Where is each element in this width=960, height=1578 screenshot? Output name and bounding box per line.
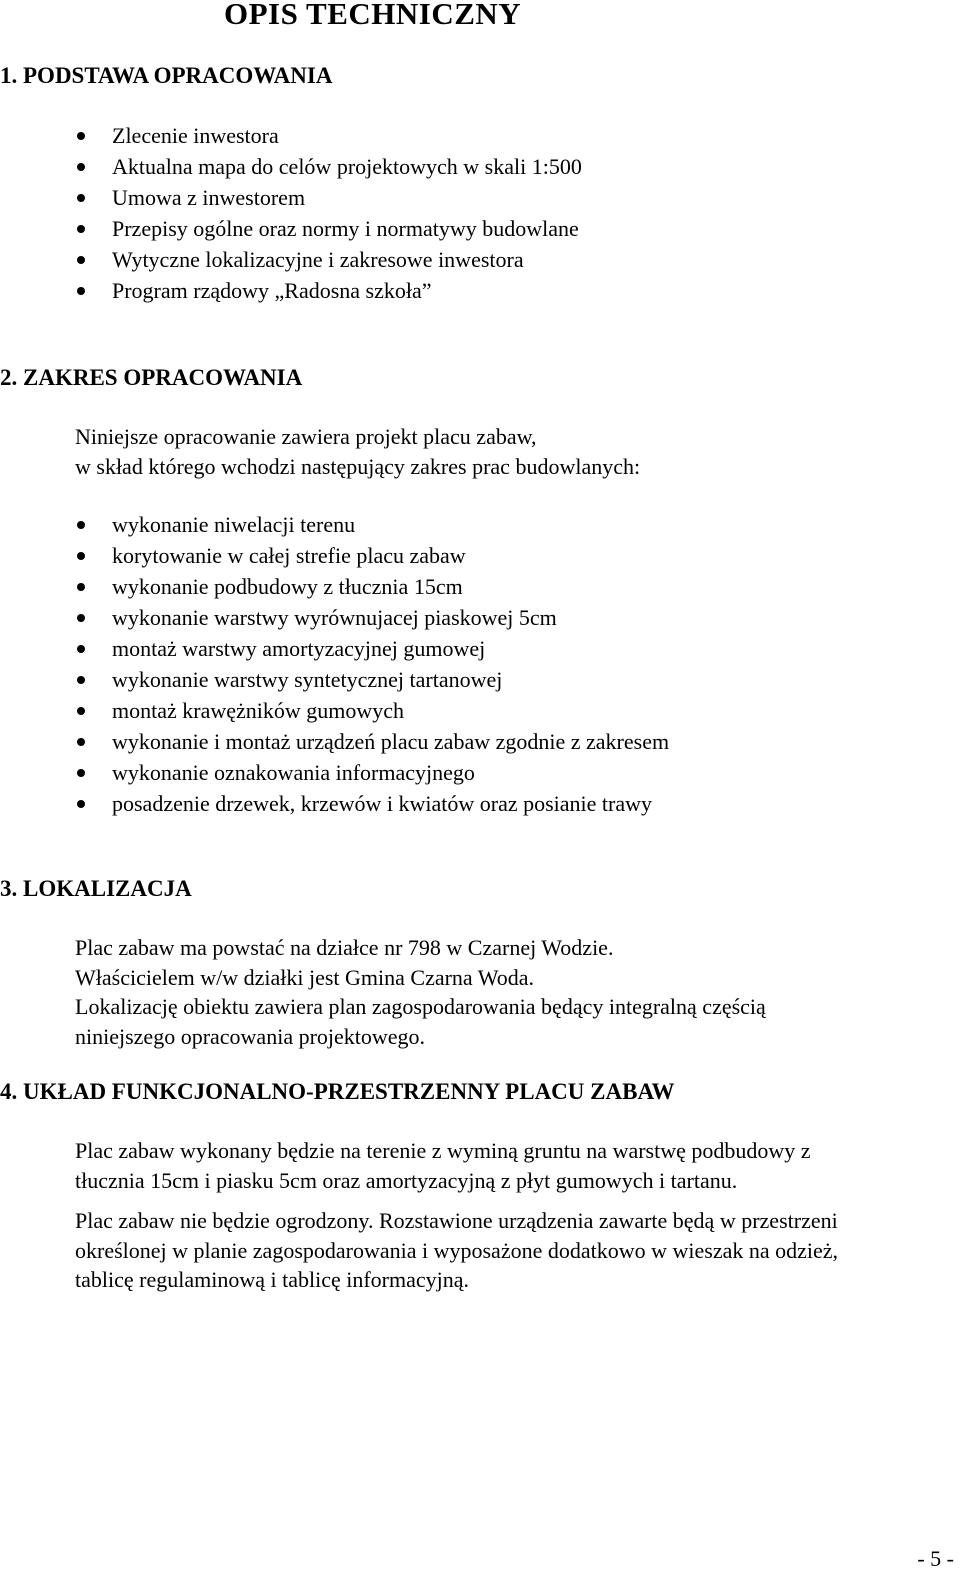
list-item: Umowa z inwestorem <box>0 182 582 213</box>
bullet-icon <box>77 225 85 233</box>
list-item: wykonanie warstwy syntetycznej tartanowej <box>0 664 669 695</box>
bullet-icon <box>77 676 85 684</box>
section-heading-zakres: 2. ZAKRES OPRACOWANIA <box>0 365 303 390</box>
bullet-icon <box>77 256 85 264</box>
bullet-icon <box>77 194 85 202</box>
section-heading-podstawa: 1. PODSTAWA OPRACOWANIA <box>0 63 333 88</box>
zakres-intro-paragraph: Niniejsze opracowanie zawiera projekt placu zabaw, w skład którego wchodzi następujący zakres prac budowlanych: <box>75 424 641 479</box>
list-item: wykonanie i montaż urządzeń placu zabaw zgodnie z zakresem <box>0 726 669 757</box>
section-heading-lokalizacja: 3. LOKALIZACJA <box>0 876 192 901</box>
list-item: Program rządowy „Radosna szkoła” <box>0 275 582 306</box>
bullet-icon <box>77 552 85 560</box>
bullet-icon <box>77 769 85 777</box>
zakres-bullet-list <box>0 509 669 819</box>
bullet-icon <box>77 614 85 622</box>
bullet-icon <box>77 738 85 746</box>
list-item: wykonanie warstwy wyrównujacej piaskowej 5cm <box>0 602 669 633</box>
lokalizacja-paragraph: Plac zabaw ma powstać na działce nr 798 w Czarnej Wodzie. Właścicielem w/w działki jest Gmina Czarna Woda. Lokalizację obiektu zawiera plan zagospodarowania będący integralną częścią niniejszego opracowania projektowego. <box>75 935 766 1049</box>
list-item: montaż krawężników gumowych <box>0 695 669 726</box>
bullet-icon <box>77 521 85 529</box>
bullet-icon <box>77 583 85 591</box>
document-title: OPIS TECHNICZNY <box>224 0 522 31</box>
list-item: wykonanie podbudowy z tłucznia 15cm <box>0 571 669 602</box>
bullet-icon <box>77 163 85 171</box>
list-item: montaż warstwy amortyzacyjnej gumowej <box>0 633 669 664</box>
list-item: Zlecenie inwestora <box>0 120 582 151</box>
uklad-paragraph-1: Plac zabaw wykonany będzie na terenie z wyminą gruntu na warstwę podbudowy z tłucznia 15cm i piasku 5cm oraz amortyzacyjną z płyt gumowych i tartanu. <box>75 1138 811 1193</box>
list-item: Wytyczne lokalizacyjne i zakresowe inwestora <box>0 244 582 275</box>
bullet-icon <box>77 707 85 715</box>
list-item: Przepisy ogólne oraz normy i normatywy budowlane <box>0 213 582 244</box>
bullet-icon <box>77 132 85 140</box>
bullet-icon <box>77 645 85 653</box>
section-heading-uklad: 4. UKŁAD FUNKCJONALNO-PRZESTRZENNY PLACU ZABAW <box>0 1079 675 1104</box>
list-item: wykonanie oznakowania informacyjnego <box>0 757 669 788</box>
page-number: - 5 - <box>917 1546 954 1571</box>
list-item: Aktualna mapa do celów projektowych w skali 1:500 <box>0 151 582 182</box>
bullet-icon <box>77 287 85 295</box>
podstawa-bullet-list <box>0 120 582 306</box>
list-item: wykonanie niwelacji terenu <box>0 509 669 540</box>
list-item: korytowanie w całej strefie placu zabaw <box>0 540 669 571</box>
bullet-icon <box>77 800 85 808</box>
uklad-paragraph-2: Plac zabaw nie będzie ogrodzony. Rozstawione urządzenia zawarte będą w przestrzeni określonej w planie zagospodarowania i wyposażone dodatkowo w wieszak na odzież, tablicę regulaminową i tablicę informacyjną. <box>75 1208 839 1292</box>
list-item: posadzenie drzewek, krzewów i kwiatów oraz posianie trawy <box>0 788 669 819</box>
